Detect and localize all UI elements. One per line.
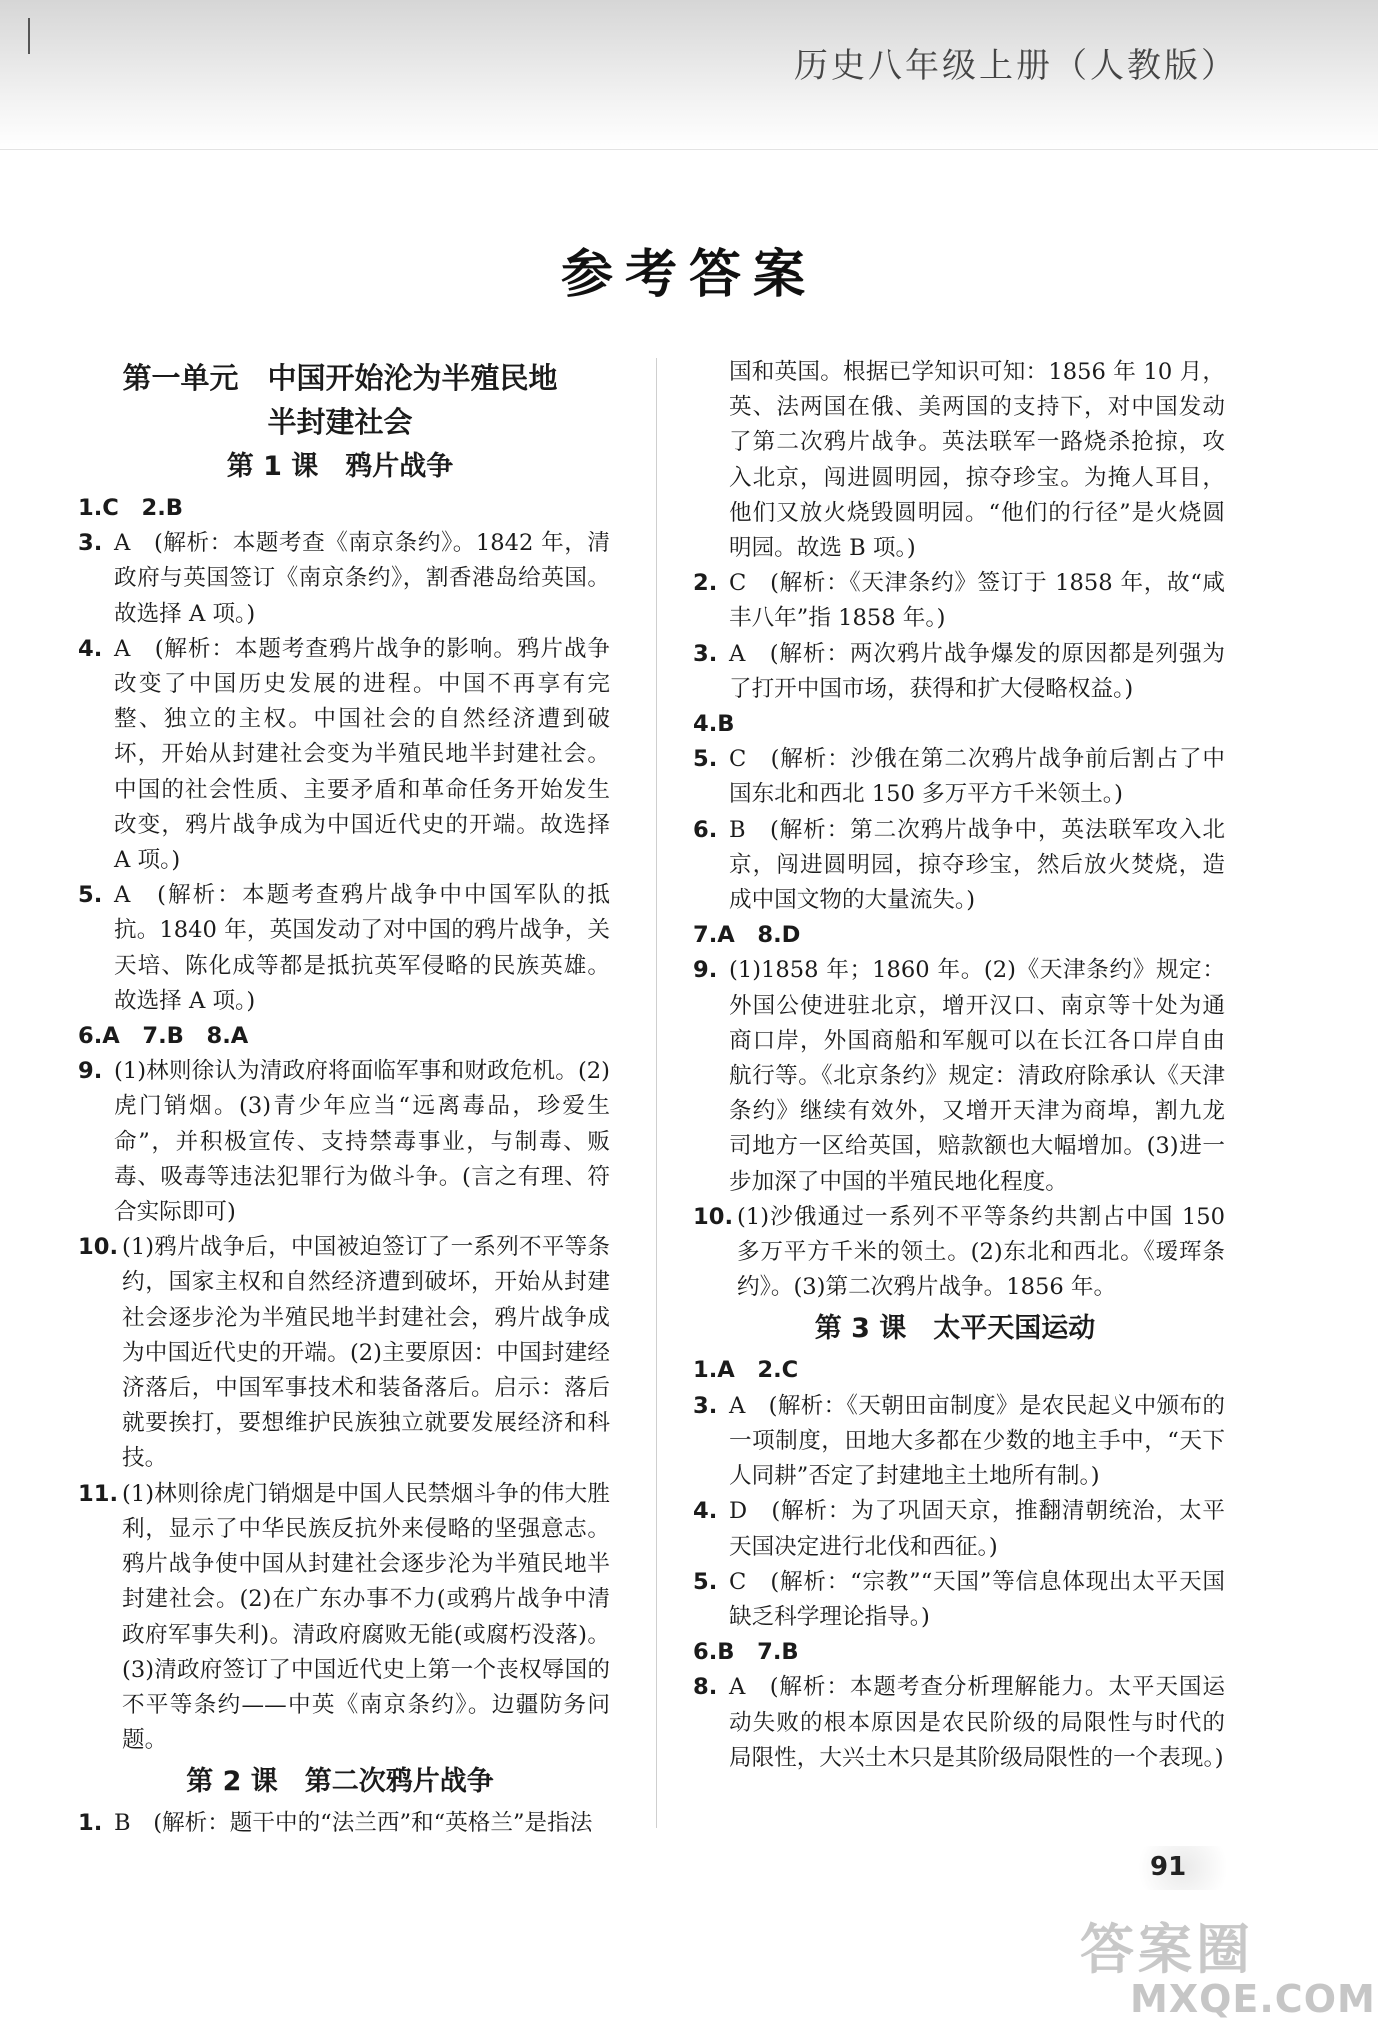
unit-title-line2: 半封建社会 xyxy=(267,405,413,439)
answer-item xyxy=(685,1565,1225,1635)
answer-item xyxy=(70,1806,610,1841)
answer-item xyxy=(685,637,1225,707)
answer-text: (1)1858 年；1860 年。(2)《天津条约》规定：外国公使进驻北京，增开汉口、南京等十处为通商口岸，外国商船和军舰可以在长江各口岸自由航行等。《北京条约》规定：清政府除承认《天津条约》继续有效外，又增开天津为商埠，割九龙司地方一区给英国，赔款额也大幅增加。(3)进一步加深了中国的半殖民地化程度。 xyxy=(729,957,1225,1195)
answer-item xyxy=(685,742,1225,812)
answer-item xyxy=(685,813,1225,919)
answer-number: 1. xyxy=(78,1810,103,1837)
answer-item xyxy=(685,707,1225,742)
answer-item xyxy=(70,632,610,878)
answer-text: 1.C 2.B xyxy=(78,495,184,521)
answer-continuation: 国和英国。根据已学知识可知：1856 年 10 月，英、法两国在俄、美两国的支持下，对中国发动了第二次鸦片战争。英法联军一路烧杀抢掠，攻入北京，闯进圆明园，掠夺珍宝。为掩人耳目，他们又放火烧毁圆明园。“他们的行径”是火烧圆明园。故选 B 项。) xyxy=(729,359,1225,562)
answer-text: (1)鸦片战争后，中国被迫签订了一系列不平等条约，国家主权和自然经济遭到破坏，开始从封建社会逐步沦为半殖民地半封建社会，鸦片战争成为中国近代史的开端。(2)主要原因：中国封建经济落后，中国军事技术和装备落后。启示：落后就要挨打，要想维护民族独立就要发展经济和科技。 xyxy=(122,1234,610,1472)
unit-title-line1: 第一单元 中国开始沦为半殖民地 xyxy=(122,361,558,395)
answer-text: A (解析：本题考查《南京条约》。1842 年，清政府与英国签订《南京条约》，割香港岛给英国。故选择 A 项。) xyxy=(114,530,610,627)
watermark-logo: 答案圈 xyxy=(1080,1918,1254,1981)
answer-item xyxy=(70,1477,610,1759)
answer-text: (1)林则徐虎门销烟是中国人民禁烟斗争的伟大胜利，显示了中华民族反抗外来侵略的坚强意志。鸦片战争使中国从封建社会逐步沦为半殖民地半封建社会。(2)在广东办事不力(或鸦片战争中清政府军事失利)。清政府腐败无能(或腐朽没落)。(3)清政府签订了中国近代史上第一个丧权辱国的不平等条约——中英《南京条约》。边疆防务问题。 xyxy=(122,1480,610,1754)
answer-text: 7.A 8.D xyxy=(693,922,801,949)
answer-number: 9. xyxy=(78,1058,103,1085)
answer-number: 8. xyxy=(693,1674,718,1701)
answer-number: 3. xyxy=(693,1392,718,1419)
lesson-2-title: 第 2 课 第二次鸦片战争 xyxy=(186,1766,494,1798)
answer-item xyxy=(70,878,610,1019)
answer-item xyxy=(685,953,1225,1199)
page-title: 参考答案 xyxy=(560,245,817,305)
answer-item xyxy=(70,1019,610,1054)
answer-number: 10. xyxy=(693,1203,734,1230)
answer-number: 5. xyxy=(693,1568,718,1595)
answer-text: C (解析：《天津条约》签订于 1858 年，故“咸丰八年”指 1858 年。) xyxy=(729,570,1225,632)
answer-text: B (解析：第二次鸦片战争中，英法联军攻入北京，闯进圆明园，掠夺珍宝，然后放火焚烧，造成中国文物的大量流失。) xyxy=(729,816,1225,914)
watermark xyxy=(1060,1905,1376,2025)
answer-text: D (解析：为了巩固天京，推翻清朝统治，太平天国决定进行北伐和西征。) xyxy=(729,1498,1225,1560)
answer-item xyxy=(685,1670,1225,1776)
answer-number: 4. xyxy=(78,635,103,662)
answer-number: 6. xyxy=(693,816,718,843)
page-number: 91 xyxy=(1150,1852,1187,1882)
right-column xyxy=(685,355,1225,1776)
answer-number: 3. xyxy=(78,530,103,557)
answer-text: A (解析：两次鸦片战争爆发的原因都是列强为了打开中国市场，获得和扩大侵略权益。) xyxy=(729,640,1225,702)
answer-item xyxy=(685,1494,1225,1564)
answer-number: 9. xyxy=(693,957,718,984)
answer-text: C (解析：沙俄在第二次鸦片战争前后割占了中国东北和西北 150 多万平方千米领土。) xyxy=(729,746,1225,808)
answer-text: A (解析：《天朝田亩制度》是农民起义中颁布的一项制度，田地大多都在少数的地主手中，“天下人同耕”否定了封建地主土地所有制。) xyxy=(729,1392,1225,1490)
answer-item xyxy=(685,1200,1225,1306)
answer-text: 1.A 2.C xyxy=(693,1357,799,1384)
answer-item xyxy=(70,1230,610,1476)
answer-text: 6.B 7.B xyxy=(693,1639,799,1666)
answer-number: 3. xyxy=(693,640,718,667)
answer-text: (1)沙俄通过一系列不平等条约共割占中国 150 多万平方千米的领土。(2)东北和西北。《瑷珲条约》。(3)第二次鸦片战争。1856 年。 xyxy=(737,1203,1225,1301)
answer-number: 10. xyxy=(78,1234,119,1261)
answer-number: 4. xyxy=(693,1498,718,1525)
column-divider xyxy=(656,358,657,1828)
answer-text: 4.B xyxy=(693,711,735,738)
answer-number: 2. xyxy=(693,570,718,597)
answer-item xyxy=(70,491,610,526)
answer-text: B (解析：题干中的“法兰西”和“英格兰”是指法 xyxy=(114,1810,593,1837)
answer-item xyxy=(70,526,610,632)
answer-item xyxy=(70,1054,610,1230)
watermark-url: MXQE.COM xyxy=(1130,1977,1376,2021)
answer-item xyxy=(685,918,1225,953)
left-column xyxy=(70,355,610,1842)
answer-item xyxy=(685,1353,1225,1388)
answer-item xyxy=(685,1389,1225,1495)
answer-number: 5. xyxy=(693,746,718,773)
answer-number: 11. xyxy=(78,1480,119,1507)
answer-item xyxy=(685,566,1225,636)
lesson-3-title: 第 3 课 太平天国运动 xyxy=(814,1313,1096,1345)
answer-item xyxy=(685,1635,1225,1670)
answer-text: A (解析：本题考查鸦片战争中中国军队的抵抗。1840 年，英国发动了对中国的鸦片战争，关天培、陈化成等都是抵抗英军侵略的民族英雄。故选择 A 项。) xyxy=(114,882,610,1014)
answer-text: A (解析：本题考查分析理解能力。太平天国运动失败的根本原因是农民阶级的局限性与时代的局限性，大兴土木只是其阶级局限性的一个表现。) xyxy=(729,1674,1225,1771)
lesson-1-title: 第 1 课 鸦片战争 xyxy=(226,451,454,482)
answer-text: 6.A 7.B 8.A xyxy=(78,1023,249,1050)
answer-number: 5. xyxy=(78,882,103,909)
answer-text: A (解析：本题考查鸦片战争的影响。鸦片战争改变了中国历史发展的进程。中国不再享有完整、独立的主权。中国社会的自然经济遭到破坏，开始从封建社会变为半殖民地半封建社会。中国的社会性质、主要矛盾和革命任务开始发生改变，鸦片战争成为中国近代史的开端。故选择 A 项。) xyxy=(114,635,610,874)
margin-mark xyxy=(28,18,30,54)
answer-text: (1)林则徐认为清政府将面临军事和财政危机。(2)虎门销烟。(3)青少年应当“远离毒品，珍爱生命”，并积极宣传、支持禁毒事业，与制毒、贩毒、吸毒等违法犯罪行为做斗争。(言之有理、符合实际即可) xyxy=(114,1058,610,1226)
book-title: 历史八年级上册（人教版） xyxy=(794,46,1238,86)
answer-text: C (解析：“宗教”“天国”等信息体现出太平天国缺乏科学理论指导。) xyxy=(729,1568,1225,1630)
